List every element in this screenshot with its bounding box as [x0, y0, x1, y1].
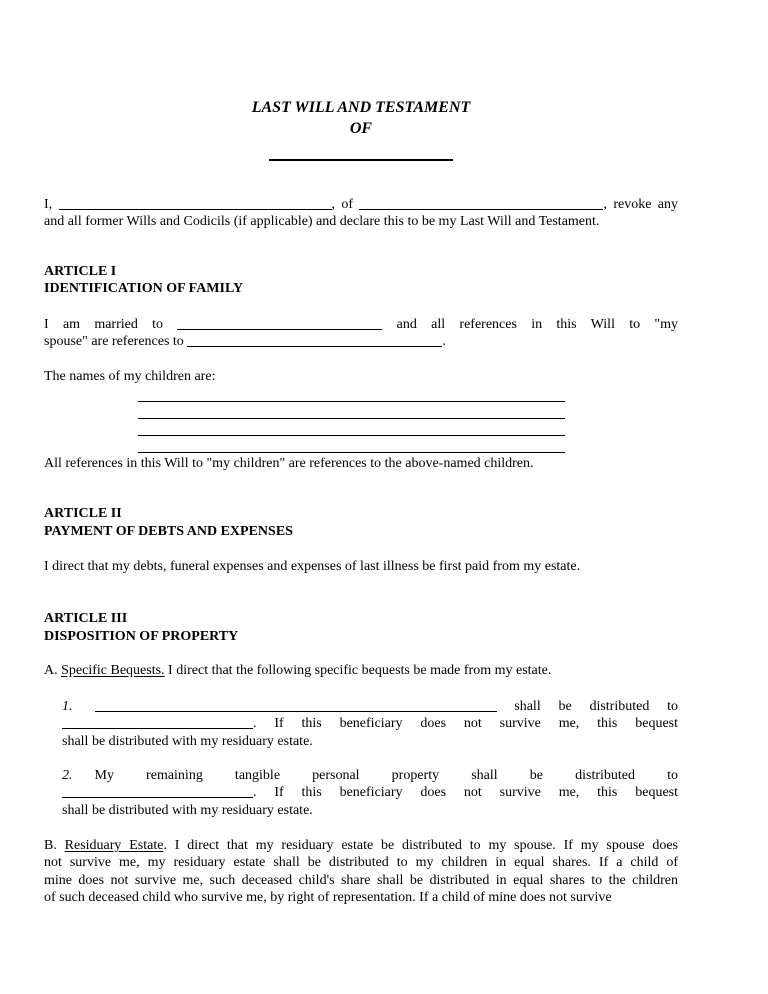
spouse-reference-blank: [187, 333, 442, 347]
section-b-title: Residuary Estate: [64, 837, 164, 853]
bequest1-description-blank: [95, 698, 497, 712]
section-b-label: B.: [44, 837, 57, 853]
section-b-line2: not survive me, my residuary estate shall be distributed to my children in equal shares. If a child of: [44, 855, 678, 871]
bequest2-number: 2.: [62, 768, 73, 784]
child-name-blank-3: [138, 419, 565, 436]
testator-name-title-blank: [269, 147, 453, 161]
section-a-paragraph: [44, 662, 678, 679]
section-b-line3: mine does not survive me, such deceased child's share shall be distributed in equal shares to the children: [44, 872, 678, 888]
children-intro: The names of my children are:: [44, 368, 216, 384]
section-b-line1: [44, 837, 678, 854]
article3-heading: [44, 610, 678, 645]
opening-line2: and all former Wills and Codicils (if applicable) and declare this to be my Last Will and Testament.: [44, 214, 600, 230]
marriage-text-start: I am married to: [44, 317, 164, 333]
section-b-text-line1: . I direct that my residuary estate be distributed to my spouse. If my spouse does: [163, 837, 678, 853]
bequest1-beneficiary-blank: [62, 715, 253, 729]
opening-paragraph: [44, 196, 678, 231]
marriage-text-period: .: [442, 334, 446, 350]
bequest1-text-survive: . If this beneficiary does not survive me, this bequest: [253, 716, 678, 732]
testator-name-blank: [59, 196, 332, 210]
bequest-item-2: [62, 767, 678, 819]
article1-heading-line1: ARTICLE I: [44, 263, 117, 279]
section-b-line4: of such deceased child who survive me, by right of representation. If a child of mine does not survive: [44, 889, 612, 905]
marriage-text-end: and all references in this Will to "my: [396, 317, 679, 333]
article1-heading: [44, 263, 678, 298]
children-note: All references in this Will to "my children" are references to the above-named children.: [44, 456, 534, 472]
section-a-body: I direct that the following specific bequests be made from my estate.: [168, 662, 552, 678]
bequest2-beneficiary-blank: [62, 784, 253, 798]
opening-text-revoke: , revoke any: [603, 197, 678, 212]
opening-text-i: I,: [44, 197, 53, 212]
article1-heading-line2: IDENTIFICATION OF FAMILY: [44, 280, 244, 296]
marriage-line2: [44, 333, 678, 350]
bequest1-number: 1.: [62, 699, 73, 715]
section-a-title: Specific Bequests.: [61, 662, 165, 678]
article2-heading-line1: ARTICLE II: [44, 506, 122, 522]
bequest2-line3: shall be distributed with my residuary estate.: [62, 802, 313, 818]
bequest2-line1: [62, 767, 678, 784]
article3-heading-line1: ARTICLE III: [44, 611, 128, 627]
bequest2-line2: [62, 784, 678, 801]
bequest2-text-survive: . If this beneficiary does not survive me, this bequest: [253, 785, 678, 801]
bequest2-text-property: My remaining tangible personal property shall be distributed to: [94, 768, 678, 784]
child-name-blank-2: [138, 402, 565, 419]
bequest1-line2: [62, 715, 678, 732]
testator-residence-blank: [359, 196, 603, 210]
article2-heading-line2: PAYMENT OF DEBTS AND EXPENSES: [44, 523, 293, 539]
opening-text-of: , of: [331, 197, 354, 212]
bequest-item-1: [62, 698, 678, 750]
article2-heading: [44, 505, 678, 540]
bequest1-text-distributed: shall be distributed to: [514, 699, 678, 715]
bequest1-line1: [62, 698, 678, 715]
child-name-blank-1: [138, 385, 565, 402]
children-name-lines: [44, 385, 678, 453]
child-name-blank-4: [138, 436, 565, 453]
debts-paragraph: I direct that my debts, funeral expenses and expenses of last illness be first paid from my estate.: [44, 558, 581, 574]
document-title: [44, 97, 678, 139]
marriage-line1: [44, 316, 678, 333]
document-title-line1: LAST WILL AND TESTAMENT: [251, 99, 471, 116]
bequest1-line3: shall be distributed with my residuary estate.: [62, 733, 313, 749]
opening-line1: [44, 196, 678, 213]
article3-heading-line2: DISPOSITION OF PROPERTY: [44, 628, 239, 644]
marriage-paragraph: [44, 316, 678, 351]
section-b-paragraph: [44, 837, 678, 906]
spouse-name-blank: [177, 316, 382, 330]
section-a-label: A.: [44, 662, 58, 678]
marriage-text-spouse: spouse" are references to: [44, 334, 184, 350]
document-title-line2: OF: [349, 120, 373, 137]
